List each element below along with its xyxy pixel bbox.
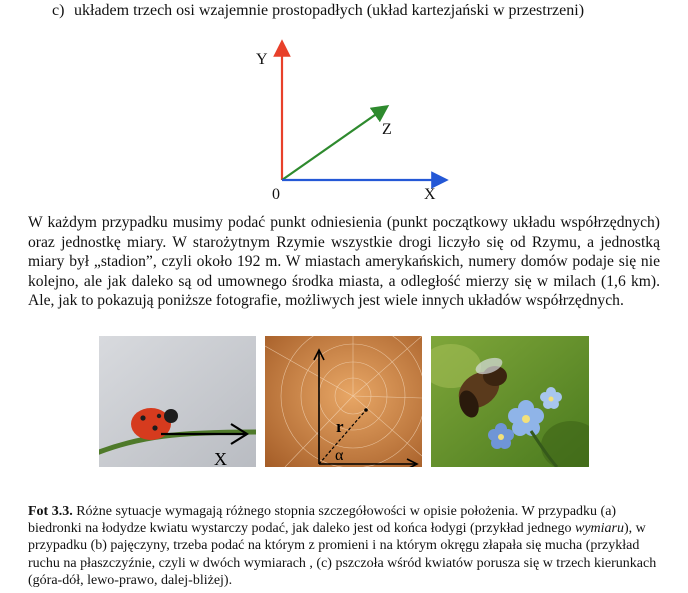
heading-text: układem trzech osi wzajemnie prostopadłych (układ kartezjański w przestrzeni) — [74, 2, 585, 19]
photo-spider-web — [265, 336, 422, 467]
origin-label: 0 — [272, 186, 280, 203]
axes-svg — [240, 38, 460, 208]
figure-caption — [28, 503, 668, 589]
list-marker: c) — [52, 2, 65, 19]
section-heading — [52, 2, 584, 20]
z-axis — [282, 110, 382, 180]
photo-a-label: X — [214, 449, 227, 467]
cartesian-axes-diagram — [240, 38, 460, 208]
caption-italic-word: wymiaru — [575, 521, 624, 537]
caption-figure-label: Fot 3.3. — [28, 504, 73, 519]
y-axis-label: Y — [256, 51, 268, 68]
x-axis-label: X — [424, 186, 436, 203]
photo-ladybug — [99, 336, 256, 467]
photo-b-r-label: r — [336, 417, 344, 436]
caption-text-2: ), w przypadku (b) pajęczyny, trzeba podać na którym z promieni i na którym okręgu złapała się mucha (przykład ruchu na płaszczyźnie, czyli w dwóch wymiarach , (c) pszczoła wśród kwiatów porusza się w trzech kierunkach (góra-dół, lewo-prawo, dalej-bliżej). — [28, 521, 657, 588]
photo-b-alpha-label: α — [335, 447, 344, 464]
z-axis-label: Z — [382, 121, 392, 138]
caption-text-1: Różne sytuacje wymagają różnego stopnia szczegółowości w opisie położenia. W przypadku (a) biedronki na łodydze kwiatu wystarczy podać, jak daleko jest od końca łodygi (przykład jednego — [28, 504, 617, 537]
photo-bee-flowers — [431, 336, 589, 467]
body-paragraph: W każdym przypadku musimy podać punkt odniesienia (punkt początkowy układu współrzędnych) oraz jednostkę miary. W starożytnym Rzymie wszystkie drogi liczyło się od Rzymu, a jednostką miary był „stadion”, czyli około 192 m. W miastach amerykańskich, numery domów podaje się nie kolejno, ale jak daleko są od umownego środka miasta, a odległość mierzy się w milach (1,6 km). Ale, jak to pokazują poniższe fotografie, możliwych jest wiele innych układów współrzędnych. — [28, 214, 660, 310]
